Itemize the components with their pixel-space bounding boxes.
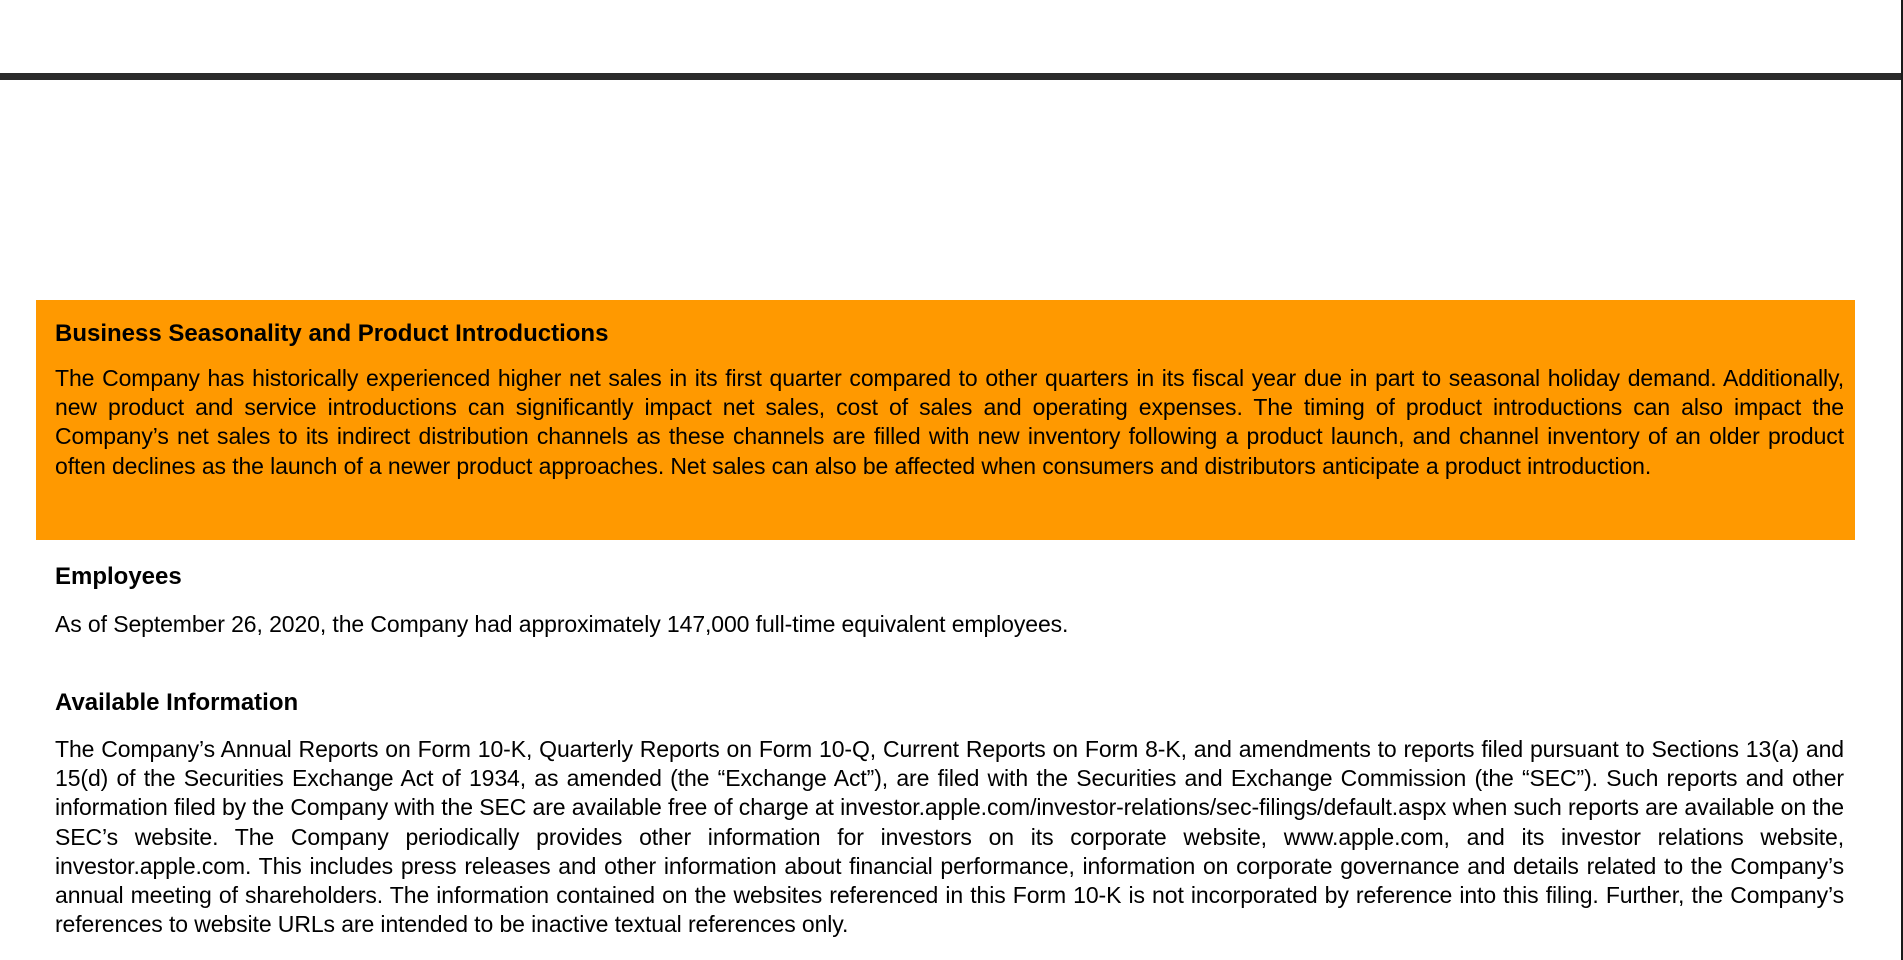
- available-information-heading: Available Information: [55, 689, 299, 716]
- available-information-paragraph: The Company’s Annual Reports on Form 10-K, Quarterly Reports on Form 10-Q, Current Reports on Form 8-K, and amendments to reports filed pursuant to Sections 13(a) and 15(d) of the Securities Exchange Act of 1934, as amended (the “Exchange Act”), are filed with the Securities and Exchange Commission (the “SEC”). Such reports and other information filed by the Company with the SEC are available free of charge at investor.apple.com/investor-relations/sec-filings/default.aspx when such reports are available on the SEC’s website. The Company periodically provides other information for investors on its corporate website, www.apple.com, and its investor relations website, investor.apple.com. This includes press releases and other information about financial performance, information on corporate governance and details related to the Company’s annual meeting of shareholders. The information contained on the websites referenced in this Form 10-K is not incorporated by reference into this filing. Further, the Company’s references to website URLs are intended to be inactive textual references only.: [55, 736, 1844, 938]
- employees-heading: Employees: [55, 563, 182, 590]
- seasonality-heading: Business Seasonality and Product Introductions: [55, 320, 609, 347]
- page-separator: [0, 73, 1902, 80]
- employees-paragraph: As of September 26, 2020, the Company had approximately 147,000 full-time equivalent employees.: [55, 611, 1069, 637]
- seasonality-paragraph: The Company has historically experienced higher net sales in its first quarter compared to other quarters in its fiscal year due in part to seasonal holiday demand. Additionally, new product and service introductions can significantly impact net sales, cost of sales and operating expenses. The timing of product introductions can also impact the Company’s net sales to its indirect distribution channels as these channels are filled with new inventory following a product launch, and channel inventory of an older product often declines as the launch of a newer product approaches. Net sales can also be affected when consumers and distributors anticipate a product introduction.: [55, 365, 1844, 479]
